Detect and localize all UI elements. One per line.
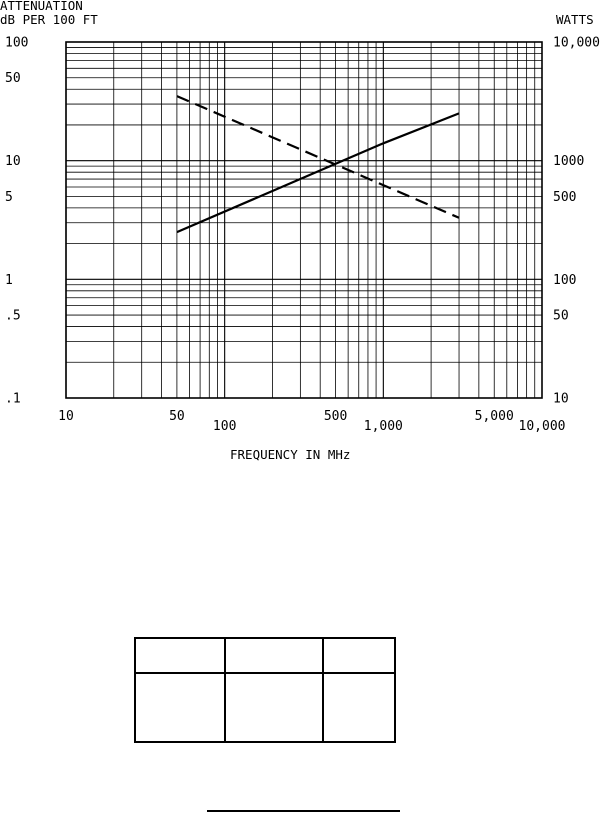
y-left-tick-label: 100	[5, 35, 29, 51]
y-left-tick-label: .5	[5, 308, 21, 324]
y-right-tick-label: 10,000	[553, 35, 600, 51]
y-left-tick-label: 5	[5, 189, 13, 205]
x-tick-label: 10,000	[518, 419, 566, 434]
y-left-tick-label: 10	[5, 154, 21, 170]
x-tick-label: 500	[323, 409, 348, 424]
x-tick-label: 1,000	[363, 419, 403, 434]
table-header-divider	[136, 672, 394, 674]
y-right-tick-label: 500	[553, 189, 577, 205]
right-axis-title: WATTS	[556, 12, 594, 27]
x-axis-title: FREQUENCY IN MHz	[230, 447, 351, 462]
x-tick-label: 5,000	[474, 409, 514, 424]
x-tick-label: 50	[169, 409, 185, 424]
table-column-divider	[224, 639, 226, 741]
y-right-tick-label: 50	[553, 308, 569, 324]
tick-labels	[5, 36, 600, 435]
y-left-tick-label: 1	[5, 272, 13, 288]
x-tick-label: 10	[58, 409, 74, 424]
signature-line	[207, 810, 400, 812]
chart-series	[177, 96, 459, 232]
blank-form-table	[134, 637, 396, 743]
x-tick-label: 100	[212, 419, 237, 434]
y-right-tick-label: 10	[553, 391, 569, 407]
chart-grid	[66, 42, 542, 398]
attenuation-line	[177, 113, 459, 232]
y-left-tick-label: .1	[5, 391, 21, 407]
y-right-tick-label: 1000	[553, 154, 585, 170]
plot-frame	[66, 42, 542, 398]
y-left-tick-label: 50	[5, 71, 21, 87]
left-axis-title-line2: dB PER 100 FT	[0, 12, 98, 27]
power-rating-line	[177, 96, 459, 218]
y-right-tick-label: 100	[553, 272, 577, 288]
table-column-divider	[322, 639, 324, 741]
left-axis-title-line1: ATTENUATION	[0, 0, 83, 13]
